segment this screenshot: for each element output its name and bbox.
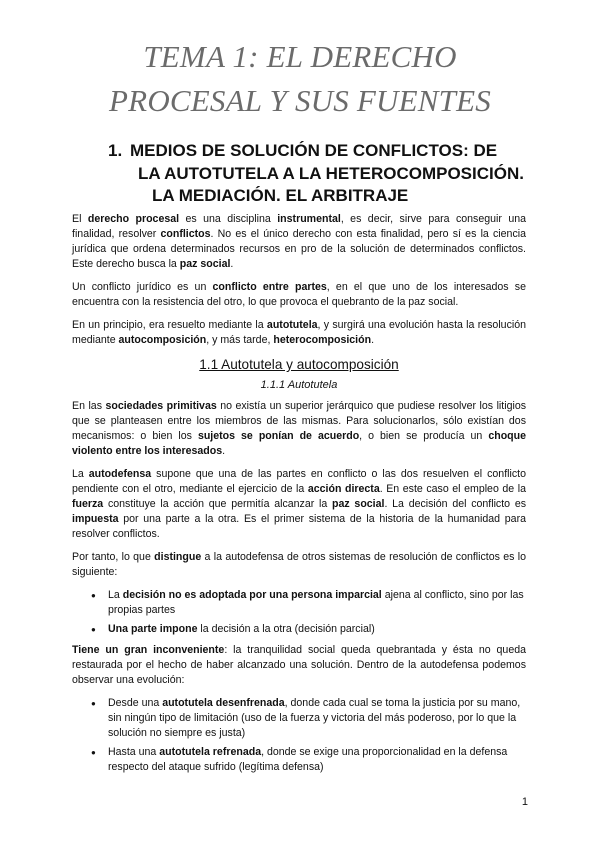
text-run: . No es el único derecho con esta finalidad, pero sí es la ciencia jurídica que ordena determinados recursos en pro de la solución de determinados conflictos. Este derecho busca la: [72, 228, 526, 270]
text-run: Por tanto, lo que: [72, 551, 155, 563]
text-run: Desde una: [108, 697, 163, 709]
text-run: por una parte a la otra. Es el primer sistema de la historia de la humanidad para resolver conflictos.: [72, 513, 526, 540]
text-run: , o bien se producía un: [359, 430, 489, 442]
text-run: , es decir, sirve para conseguir una finalidad, resolver: [72, 213, 527, 240]
paragraph-conflict: [72, 280, 526, 310]
section-heading-line-3: LA MEDIACIÓN. EL ARBITRAJE: [152, 186, 409, 205]
list-item: [108, 696, 526, 741]
document-title: [60, 35, 540, 123]
text-run: , y más tarde,: [206, 334, 274, 346]
text-run: .: [230, 258, 234, 270]
paragraph-inconvenience: [72, 643, 526, 688]
list-item: [108, 588, 526, 618]
bold-term: autodefensa: [88, 468, 152, 480]
bold-term: choque violento entre los interesados: [72, 430, 526, 457]
text-run: . En este caso el empleo de la: [379, 483, 527, 495]
text-run: En un principio, era resuelto mediante la: [72, 319, 267, 331]
bold-term: sujetos se ponían de acuerdo: [197, 430, 360, 442]
text-run: En las: [72, 400, 106, 412]
bold-term: autotutela: [266, 319, 318, 331]
paragraph-distinguishing: [72, 550, 526, 580]
section-number: 1.: [108, 141, 123, 160]
text-run: , donde se exige una proporcionalidad en la defensa respecto del ataque sufrido (legítima defensa): [108, 746, 508, 773]
bold-term: Tiene un gran inconveniente: [72, 644, 225, 656]
bold-term: heterocomposición: [273, 334, 372, 346]
section-heading-line-2: LA AUTOTUTELA A LA HETEROCOMPOSICIÓN.: [138, 163, 524, 183]
section-heading: [108, 140, 538, 208]
text-run: ajena al conflicto, sino por las propias partes: [108, 589, 524, 616]
bold-term: autotutela desenfrenada: [162, 697, 285, 709]
text-run: Un conflicto jurídico es un: [72, 281, 213, 293]
page-number: 1: [521, 796, 528, 808]
text-run: . La decisión del conflicto es: [384, 498, 527, 510]
bold-term: decisión no es adoptada por una persona imparcial: [122, 589, 382, 601]
bold-term: acción directa: [307, 483, 380, 495]
bold-term: instrumental: [277, 213, 341, 225]
bold-term: derecho procesal: [87, 213, 180, 225]
paragraph-evolution: [72, 318, 526, 348]
text-run: : la tranquilidad social queda quebrantada y ésta no queda restaurada por el hecho de haber alcanzado una solución. Dentro de la autodefensa podemos observar una evolución:: [72, 644, 526, 686]
title-line-1: TEMA 1: EL DERECHO: [143, 39, 457, 74]
text-run: , en el que uno de los interesados se encuentra con la resistencia del otro, lo que provoca el quebranto de la paz social.: [72, 281, 526, 308]
bold-term: distingue: [154, 551, 202, 563]
text-run: , donde cada cual se toma la justicia por su mano, sin ningún tipo de limitación (uso de la fuerza y victoria del más poderoso, por lo que la solución no siempre es justa): [108, 697, 521, 739]
text-run: La: [72, 468, 89, 480]
bold-term: sociedades primitivas: [105, 400, 217, 412]
paragraph-self-defense: [72, 467, 526, 542]
section-heading-line-1: MEDIOS DE SOLUCIÓN DE CONFLICTOS: DE: [130, 141, 498, 160]
text-run: , y surgirá una evolución hasta la resolución mediante: [72, 319, 526, 346]
document-body: [72, 212, 526, 781]
paragraph-primitive-societies: [72, 399, 526, 459]
text-run: La: [108, 589, 123, 601]
bold-term: paz social: [179, 258, 231, 270]
bold-term: autocomposición: [118, 334, 207, 346]
bold-term: impuesta: [72, 513, 119, 525]
bold-term: autotutela refrenada: [159, 746, 262, 758]
bold-term: conflictos: [160, 228, 211, 240]
list-item: [108, 622, 526, 637]
text-run: El: [72, 213, 88, 225]
text-run: constituye la acción que permitía alcanzar la: [103, 498, 333, 510]
paragraph-intro: [72, 212, 526, 272]
evolution-list: [72, 696, 526, 775]
text-run: Hasta una: [108, 746, 160, 758]
list-item: [108, 745, 526, 775]
text-run: no existía un superior jerárquico que pudiese resolver los litigios que se planteasen entre los miembros de las mismas. Para solucionarlos, sólo existían dos mecanismos: o bien los: [72, 400, 527, 442]
text-run: supone que una de las partes en conflicto o las dos resuelven el conflicto pendiente con el otro, mediante el ejercicio de la: [72, 468, 526, 495]
subsubsection-heading: 1.1.1 Autotutela: [260, 379, 338, 391]
text-run: la decisión a la otra (decisión parcial): [197, 623, 375, 635]
bold-term: conflicto entre partes: [212, 281, 327, 293]
text-run: es una disciplina: [179, 213, 278, 225]
text-run: .: [222, 445, 226, 457]
text-run: a la autodefensa de otros sistemas de resolución de conflictos es lo siguiente:: [72, 551, 526, 578]
bold-term: fuerza: [72, 498, 104, 510]
title-line-2: PROCESAL Y SUS FUENTES: [109, 83, 491, 118]
distinguishing-list: [72, 588, 526, 637]
text-run: .: [371, 334, 375, 346]
subsection-heading: 1.1 Autotutela y autocomposición: [199, 357, 399, 372]
bold-term: paz social: [332, 498, 385, 510]
bold-term: Una parte impone: [108, 623, 198, 635]
